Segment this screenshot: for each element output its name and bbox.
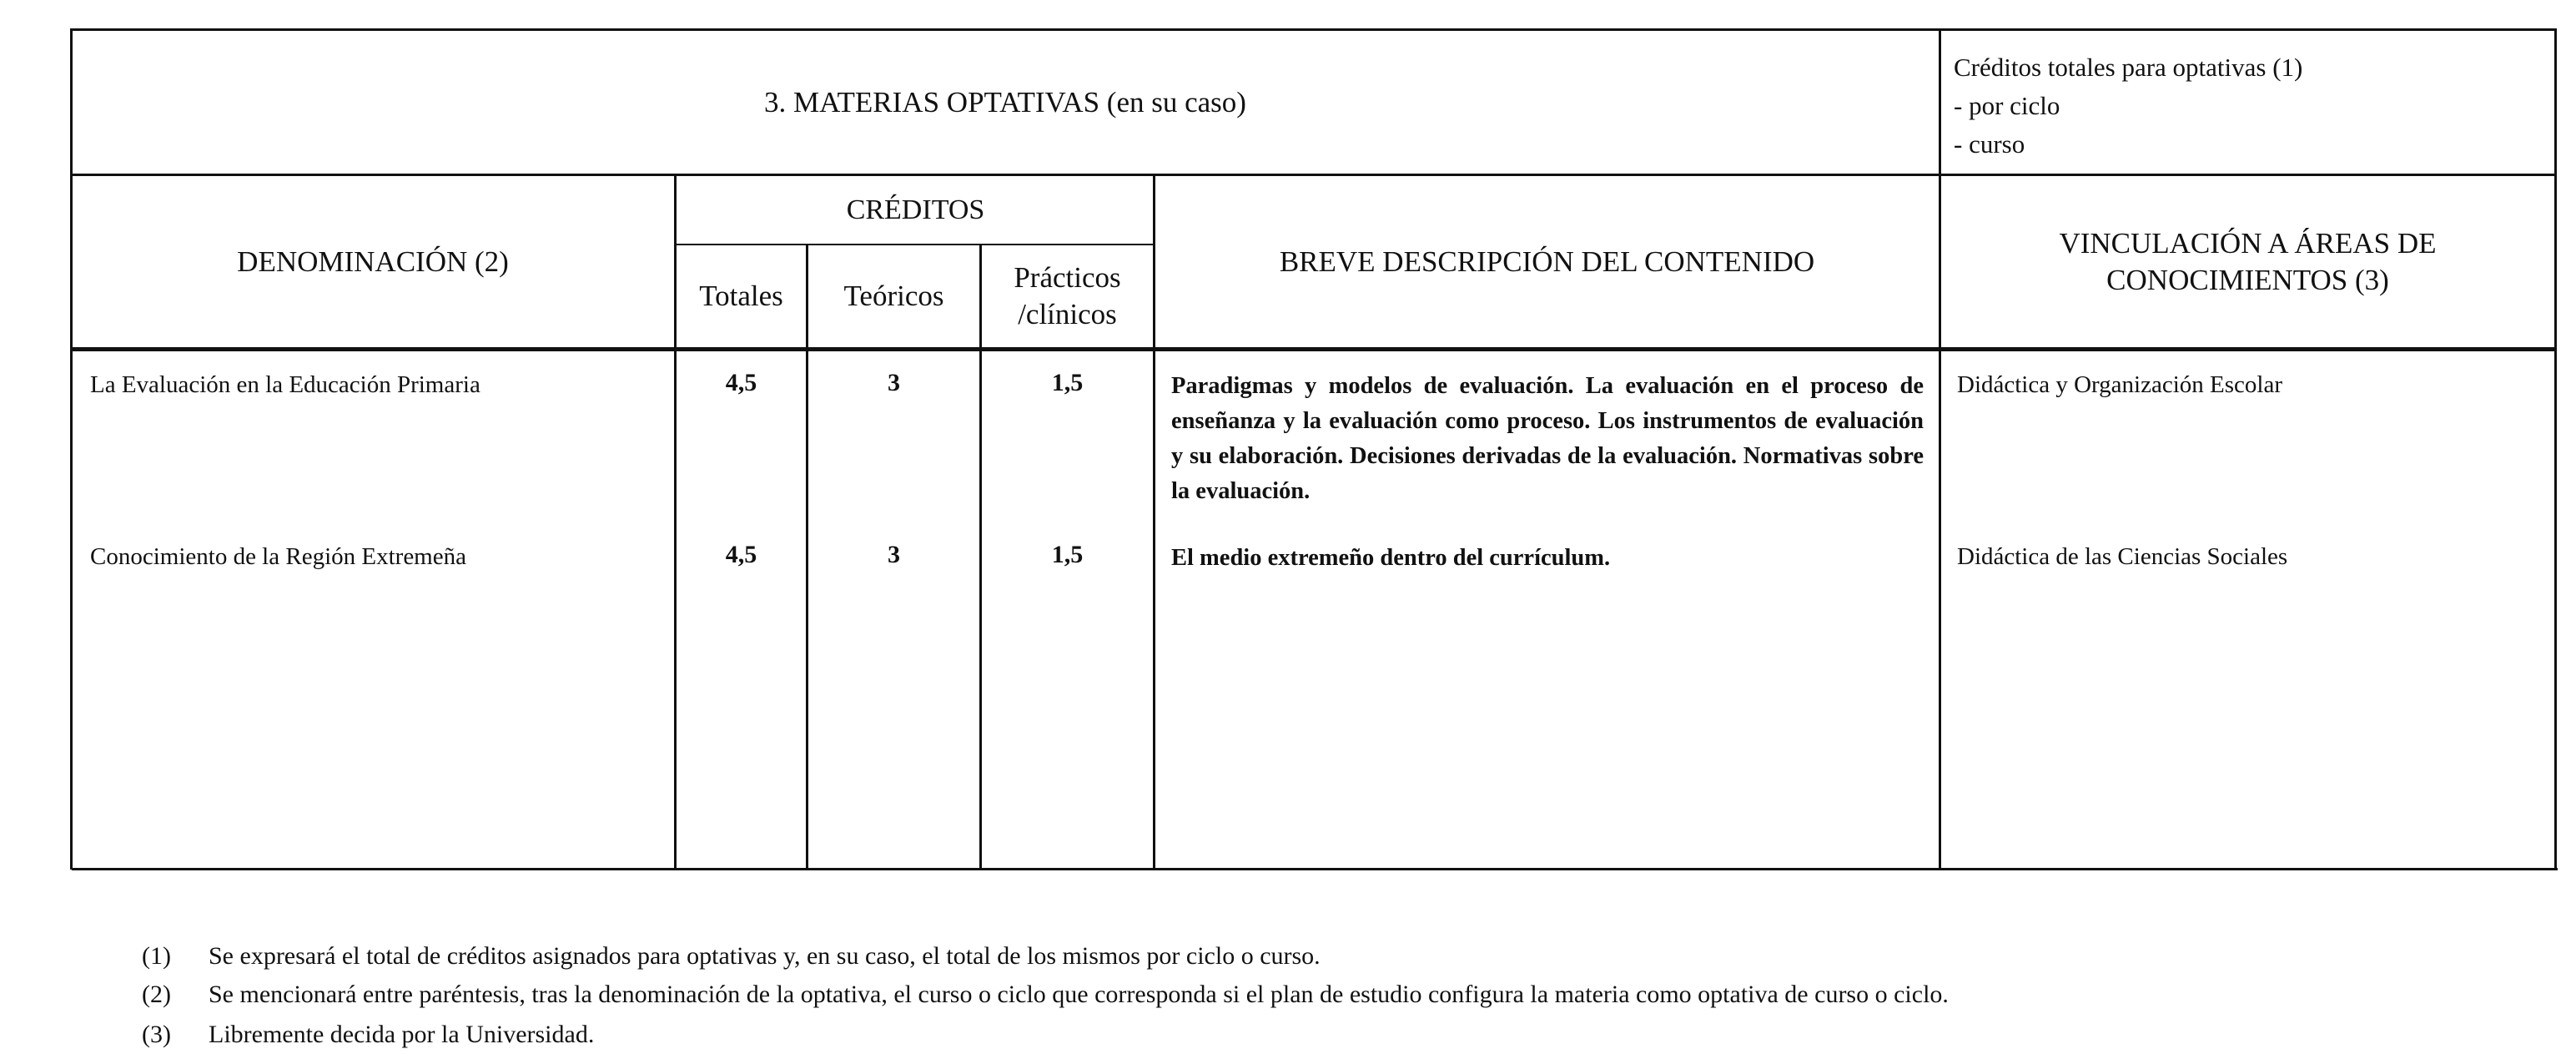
row-1-denominacion: La Evaluación en la Educación Primaria: [90, 371, 480, 398]
column-header-creditos: CRÉDITOS: [846, 194, 985, 225]
right-border: [2554, 28, 2557, 870]
row-2-totales: 4,5: [725, 541, 757, 568]
row-2-vinculacion: Didáctica de las Ciencias Sociales: [1957, 543, 2288, 570]
row-1-vinculacion: Didáctica y Organización Escolar: [1957, 371, 2282, 398]
footnote-1-number: (1): [142, 942, 171, 970]
column-header-teoricos: Teóricos: [843, 280, 944, 312]
column-header-totales: Totales: [699, 280, 783, 312]
row-2-descripcion: El medio extremeño dentro del currículum.: [1171, 545, 1611, 571]
credits-summary-line-3: - curso: [1954, 129, 2025, 159]
vinculacion-line-2: CONOCIMIENTOS (3): [2106, 263, 2389, 296]
practicos-line-2: /clínicos: [1018, 298, 1117, 330]
credits-summary-line-2: - por ciclo: [1954, 91, 2060, 120]
footnote-2-number: (2): [142, 981, 171, 1008]
vinculacion-line-1: VINCULACIÓN A ÁREAS DE: [2059, 226, 2437, 260]
footnote-3: [142, 1018, 594, 1051]
section-title: 3. MATERIAS OPTATIVAS (en su caso): [764, 85, 1246, 119]
row-2-denominacion: Conocimiento de la Región Extremeña: [90, 543, 466, 570]
practicos-line-1: Prácticos: [1014, 261, 1121, 294]
column-header-practicos: [982, 245, 1153, 347]
column-header-denominacion: DENOMINACIÓN (2): [237, 245, 509, 278]
credits-summary-box: [1954, 48, 2538, 164]
footnote-3-number: (3): [142, 1021, 171, 1048]
footnote-3-text: Libremente decida por la Universidad.: [209, 1021, 595, 1048]
column-header-vinculacion: [1941, 176, 2554, 347]
footnote-1-text: Se expresará el total de créditos asignados para optativas y, en su caso, el total de los mismos por ciclo o curso.: [209, 942, 1321, 970]
row-1-teoricos: 3: [888, 369, 900, 396]
row-2-teoricos: 3: [888, 541, 900, 568]
bottom-border: [72, 868, 2558, 870]
column-header-descripcion: BREVE DESCRIPCIÓN DEL CONTENIDO: [1279, 245, 1815, 278]
column-header-bottom: [70, 347, 2556, 351]
footnote-2: [142, 978, 1949, 1011]
col-divider-5: [1939, 28, 1941, 870]
row-1-practicos: 1,5: [1051, 369, 1084, 396]
row-1-descripcion: Paradigmas y modelos de evaluación. La evaluación en el proceso de enseñanza y la evaluación como proceso. Los instrumentos de evaluación y su elaboración. Decisiones derivadas de la evaluación. Normativas sobre la evaluación.: [1171, 373, 1924, 504]
row-1-totales: 4,5: [725, 369, 757, 396]
credits-summary-line-1: Créditos totales para optativas (1): [1954, 53, 2303, 82]
footnote-2-text: Se mencionará entre paréntesis, tras la denominación de la optativa, el curso o ciclo que corresponda si el plan de estudio configura la materia como optativa de curso o ciclo.: [209, 981, 1949, 1008]
row-2-practicos: 1,5: [1051, 541, 1084, 568]
footnote-1: [142, 940, 1321, 973]
